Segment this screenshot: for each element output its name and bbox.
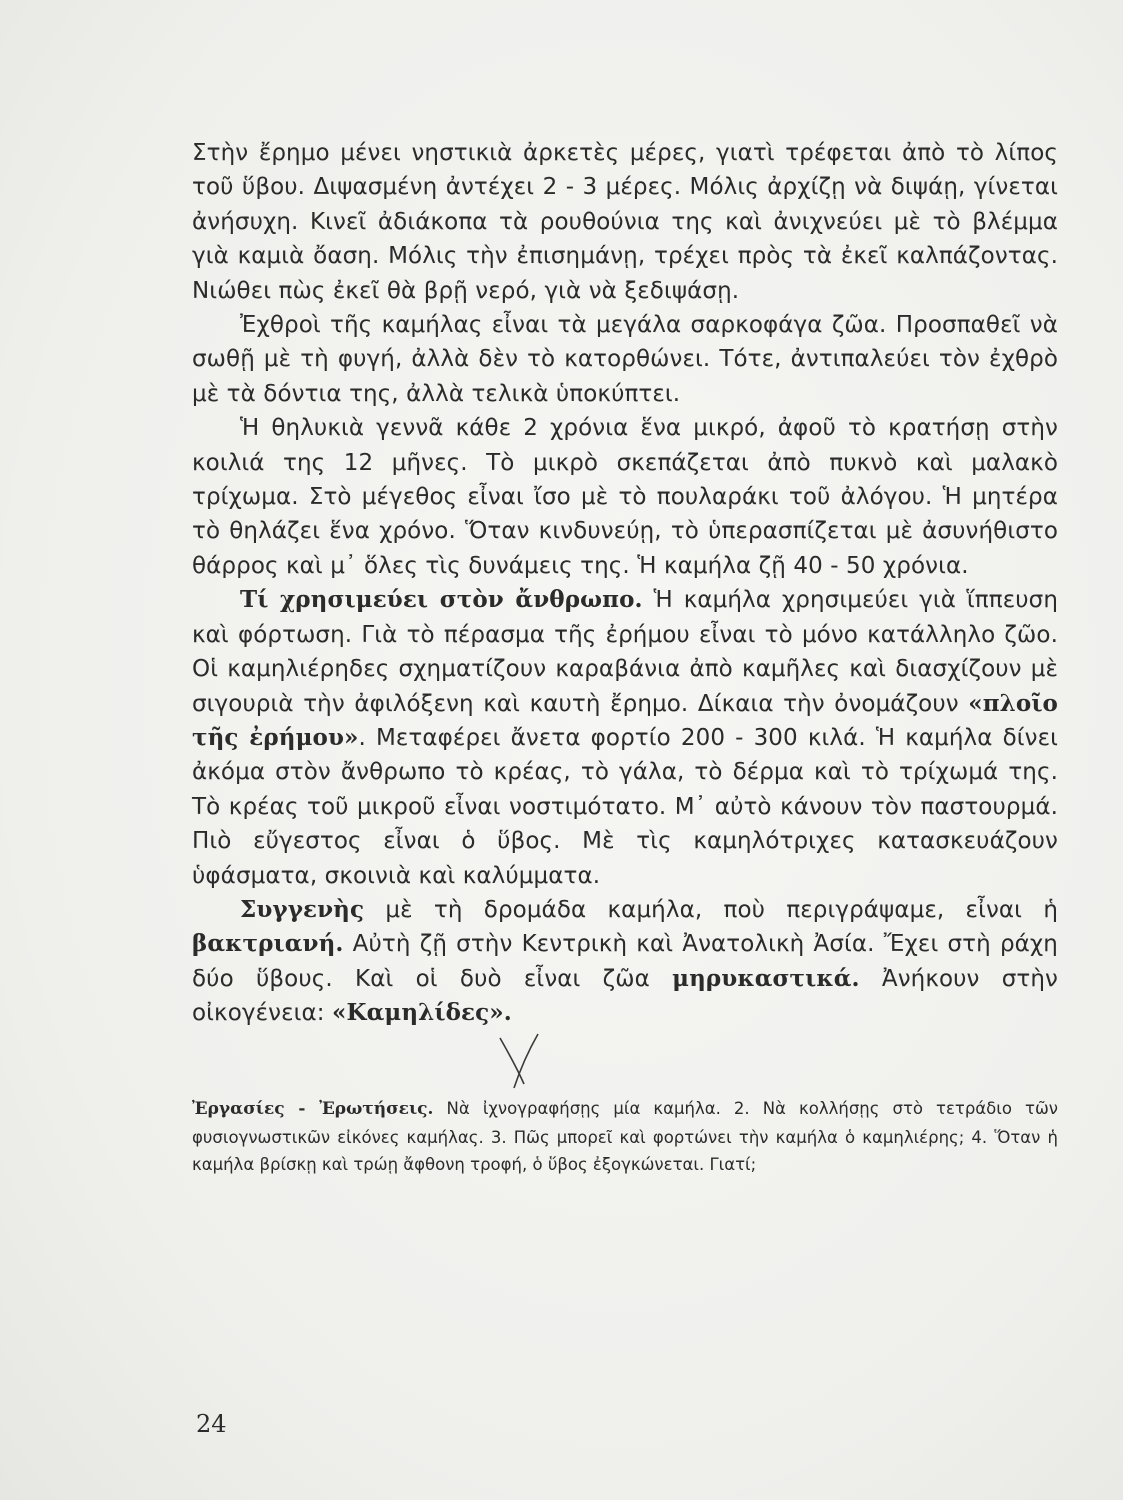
paragraph-relatives-text-a: μὲ τὴ δρομάδα καμήλα, ποὺ περιγράψαμε, εἶναι ἡ xyxy=(364,896,1058,923)
exercises-block xyxy=(192,1095,1058,1179)
term-camelidae: «Καμηλίδες». xyxy=(332,999,512,1027)
exercises-heading: Ἐργασίες - Ἐρωτήσεις. xyxy=(192,1099,434,1119)
section-heading-relative: Συγγενὴς xyxy=(240,895,365,923)
pencil-x-mark-icon xyxy=(494,1030,544,1092)
paragraph-relatives-text-b: Αὐτὴ ζῇ στὴν Κεντρικὴ καὶ Ἀνατολικὴ Ἀσία. Ἔχει στὴ ράχη δύο ὕβους. Καὶ οἱ δυὸ εἶναι ζῶα xyxy=(192,931,1058,992)
page-number: 24 xyxy=(196,1410,227,1438)
paragraph-uses-text-b: . Μεταφέρει ἄνετα φορτίο 200 - 300 κιλά. Ἡ καμήλα δίνει ἀκόμα στὸν ἄνθρωπο τὸ κρέας, τὸ γάλα, τὸ δέρμα καὶ τὸ τρίχωμά της. Τὸ κρέας τοῦ μικροῦ εἶναι νοστιμότατο. Μ᾽ αὐτὸ κάνουν τὸν παστουρμά. Πιὸ εὔγεστος εἶναι ὁ ὕβος. Μὲ τὶς καμηλότριχες κατασκευάζουν ὑφάσματα, σκοινιὰ καὶ καλύμματα. xyxy=(192,724,1058,889)
paragraph-offspring: Ἡ θηλυκιὰ γεννᾶ κάθε 2 χρόνια ἕνα μικρό, ἀφοῦ τὸ κρατήσῃ στὴν κοιλιά της 12 μῆνες. Τὸ μικρὸ σκεπάζεται ἀπὸ πυκνὸ καὶ μαλακὸ τρίχωμα. Στὸ μέγεθος εἶναι ἴσο μὲ τὸ πουλαράκι τοῦ ἀλόγου. Ἡ μητέρα τὸ θηλάζει ἕνα χρόνο. Ὅταν κινδυνεύῃ, τὸ ὑπερασπίζεται μὲ ἀσυνήθιστο θάρρος καὶ μ᾽ ὅλες τὶς δυνάμεις της. Ἡ καμήλα ζῇ 40 - 50 χρόνια. xyxy=(192,415,1058,579)
term-ruminant: μηρυκαστικά. xyxy=(672,964,860,992)
paragraph-relatives xyxy=(192,893,1058,1031)
section-heading-uses: Τί χρησιμεύει στὸν ἄνθρωπο. xyxy=(240,586,643,614)
paragraph-uses-text-a: Ἡ καμήλα χρησιμεύει γιὰ ἵππευση καὶ φόρτωση. Γιὰ τὸ πέρασμα τῆς ἐρήμου εἶναι τὸ μόνο κατάλληλο ζῶο. Οἱ καμηλιέρηδες σχηματίζουν καραβάνια ἀπὸ καμῆλες καὶ διασχίζουν μὲ σιγουριὰ τὴν ἀφιλόξενη καὶ καυτὴ ἔρημο. Δίκαια τὴν ὀνομάζουν xyxy=(192,587,1058,717)
paragraph-relatives-text-c: Ἀνήκουν στὴν οἰκογένεια: xyxy=(192,965,1058,1027)
paragraph-uses xyxy=(192,583,1058,893)
main-text xyxy=(192,136,1058,1031)
paragraph-enemies: Ἐχθροὶ τῆς καμήλας εἶναι τὰ μεγάλα σαρκοφάγα ζῶα. Προσπαθεῖ νὰ σωθῇ μὲ τὴ φυγή, ἀλλὰ δὲν τὸ κατορθώνει. Τότε, ἀντιπαλεύει τὸν ἐχθρὸ μὲ τὰ δόντια της, ἀλλὰ τελικὰ ὑποκύπτει. xyxy=(192,312,1058,407)
term-ship-of-desert: «πλοῖο τῆς ἐρήμου» xyxy=(192,689,1058,751)
paragraph-fasting: Στὴν ἔρημο μένει νηστικιὰ ἀρκετὲς μέρες, γιατὶ τρέφεται ἀπὸ τὸ λίπος τοῦ ὕβου. Διψασμένη ἀντέχει 2 - 3 μέρες. Μόλις ἀρχίζῃ νὰ διψάῃ, γίνεται ἀνήσυχη. Κινεῖ ἀδιάκοπα τὰ ρουθούνια της καὶ ἀνιχνεύει μὲ τὸ βλέμμα γιὰ καμιὰ ὄαση. Μόλις τὴν ἐπισημάνῃ, τρέχει πρὸς τὰ ἐκεῖ καλπάζοντας. Νιώθει πὼς ἐκεῖ θὰ βρῇ νερό, γιὰ νὰ ξεδιψάσῃ. xyxy=(192,140,1058,304)
exercises-text: Νὰ ἰχνογραφήσῃς μία καμήλα. 2. Νὰ κολλήσῃς στὸ τετράδιο τῶν φυσιογνωστικῶν εἰκόνες καμήλας. 3. Πῶς μπορεῖ καὶ φορτώνει τὴν καμήλα ὁ καμηλιέρης; 4. Ὅταν ἡ καμήλα βρίσκῃ καὶ τρώῃ ἄφθονη τροφή, ὁ ὕβος ἐξογκώνεται. Γιατί; xyxy=(192,1099,1058,1174)
term-bactrian: βακτριανή. xyxy=(192,930,344,958)
